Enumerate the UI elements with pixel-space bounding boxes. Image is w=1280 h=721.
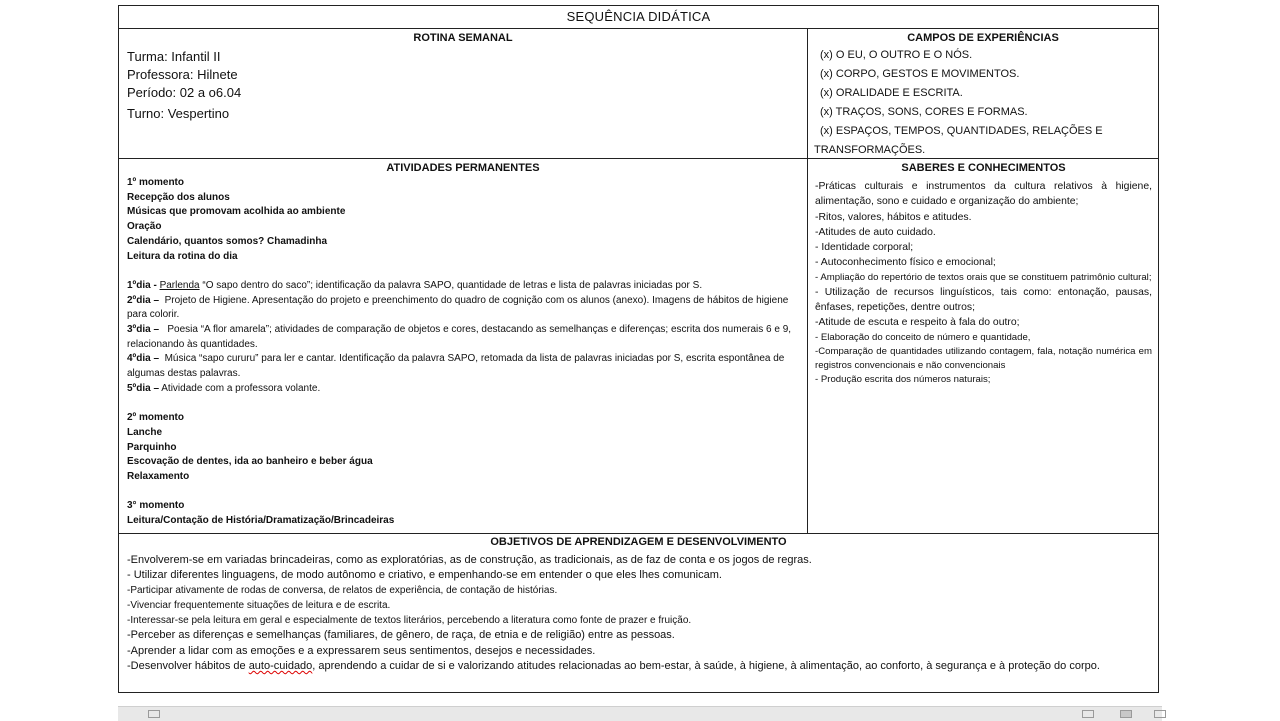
rotina-info (119, 48, 807, 123)
momento2-title: 2º momento (127, 412, 184, 424)
momento1-item: Músicas que promovam acolhida ao ambiente (127, 206, 346, 218)
campo-item: (x) ORALIDADE E ESCRITA. (820, 87, 963, 99)
saberes-heading: SABERES E CONHECIMENTOS (901, 162, 1066, 174)
saberes-list (815, 179, 1152, 387)
atividades-body (127, 176, 799, 529)
objetivo-item: -Vivenciar frequentemente situações de leitura e de escrita. (127, 600, 391, 612)
atividades-cell (119, 159, 807, 533)
objetivo-item: -Aprender a lidar com as emoções e a expressarem seus sentimentos, desejos e necessidades. (127, 644, 596, 657)
status-bar (118, 706, 1162, 721)
momento2-item: Lanche (127, 426, 163, 438)
day-label: 1ºdia - (127, 279, 157, 291)
momento1-item: Leitura da rotina do dia (127, 250, 238, 262)
rotina-heading: ROTINA SEMANAL (413, 32, 513, 44)
momento1-item: Oração (127, 221, 162, 233)
day-entry (127, 279, 799, 294)
rotina-cell (119, 29, 807, 158)
saber-item: - Autoconhecimento físico e emocional; (815, 257, 996, 269)
momento1-item: Recepção dos alunos (127, 191, 230, 203)
print-layout-icon[interactable] (1120, 710, 1132, 718)
campo-item: (x) O EU, O OUTRO E O NÓS. (820, 49, 973, 61)
day-entry (127, 294, 799, 323)
campo-item: TRANSFORMAÇÕES. (814, 144, 926, 156)
saber-item: - Identidade corporal; (815, 242, 914, 254)
saber-item: - Produção escrita dos números naturais; (815, 373, 991, 385)
campo-item: (x) TRAÇOS, SONS, CORES E FORMAS. (820, 106, 1028, 118)
turma-line: Turma: Infantil II (127, 49, 221, 64)
saber-item: -Comparação de quantidades utilizando contagem, fala, notação numérica em registros convencionais e não convencionais (815, 345, 1152, 371)
campo-item: (x) ESPAÇOS, TEMPOS, QUANTIDADES, RELAÇÕES E (820, 125, 1103, 137)
atividades-heading: ATIVIDADES PERMANENTES (386, 162, 540, 174)
day-label: 4ºdia – (127, 353, 160, 365)
day-text: Poesia “A flor amarela”; atividades de comparação de objetos e cores, destacando as semelhanças e diferenças; escrita dos numerais 6 e 9, relacionando às quantidades. (127, 324, 792, 350)
objetivo-item: -Perceber as diferenças e semelhanças (familiares, de gênero, de raça, de etnia e de religião) entre as pessoas. (127, 629, 675, 642)
day-text: Atividade com a professora volante. (161, 382, 321, 394)
web-layout-icon[interactable] (1154, 710, 1166, 718)
day-label: 2ºdia – (127, 294, 160, 306)
objetivo-item (127, 659, 1150, 674)
saberes-cell (808, 159, 1158, 533)
objetivos-cell (119, 534, 1158, 693)
momento2-item: Relaxamento (127, 471, 190, 483)
day-label: 5ºdia – (127, 382, 160, 394)
spellcheck-flagged-word[interactable]: auto-cuidado (248, 659, 313, 672)
saber-item: -Atitudes de auto cuidado. (815, 226, 936, 238)
day-label: 3ºdia – (127, 324, 160, 336)
parlenda-link: Parlenda (159, 279, 200, 291)
campos-heading: CAMPOS DE EXPERIÊNCIAS (907, 32, 1059, 44)
read-mode-icon[interactable] (1082, 710, 1094, 718)
objetivo-item: -Participar ativamente de rodas de conversa, de relatos de experiência, de contação de histórias. (127, 585, 558, 597)
day-entry (127, 352, 799, 381)
day-entry (127, 382, 799, 397)
saber-item: -Atitude de escuta e respeito à fala do outro; (815, 317, 1020, 329)
saber-item: - Utilização de recursos linguísticos, tais como: entonação, pausas, ênfases, repetições, dentre outros; (815, 286, 1152, 314)
objetivo-text: -Desenvolver hábitos de (127, 659, 249, 672)
saber-item: -Práticas culturais e instrumentos da cultura relativos à higiene, alimentação, sono e cuidado e organização do ambiente; (815, 181, 1152, 208)
objetivos-list (127, 553, 1150, 674)
objetivo-item: -Interessar-se pela leitura em geral e especialmente de textos literários, percebendo a literatura como fonte de prazer e fruição. (127, 615, 692, 627)
professora-line: Professora: Hilnete (127, 67, 238, 82)
saber-item: - Elaboração do conceito de número e quantidade, (815, 331, 1031, 343)
page-icon[interactable] (148, 710, 160, 718)
saber-item: - Ampliação do repertório de textos orais que se constituem patrimônio cultural; (815, 271, 1152, 283)
momento2-item: Escovação de dentes, ida ao banheiro e beber água (127, 456, 373, 468)
momento1-item: Calendário, quantos somos? Chamadinha (127, 235, 328, 247)
day-text: Música “sapo cururu” para ler e cantar. Identificação da palavra SAPO, retomada da lista de palavras iniciadas por S, escrita espontânea de algumas destas palavras. (127, 353, 785, 380)
momento3-item: Leitura/Contação de História/Dramatização/Brincadeiras (127, 515, 395, 527)
objetivo-item: -Envolverem-se em variadas brincadeiras, como as exploratórias, as de construção, as tradicionais, as de faz de conta e os jogos de regras. (127, 554, 812, 566)
document-page (118, 5, 1159, 693)
campos-list (808, 46, 1158, 158)
saber-item: -Ritos, valores, hábitos e atitudes. (815, 211, 972, 223)
momento1-title: 1º momento (127, 177, 184, 188)
day-text: Projeto de Higiene. Apresentação do projeto e preenchimento do quadro de cognição com os alunos (anexo). Imagens de hábitos de higiene para colorir. (127, 294, 789, 321)
objetivo-item: - Utilizar diferentes linguagens, de modo autônomo e criativo, e empenhando-se em entender o que eles lhes comunicam. (127, 569, 722, 582)
turno-line: Turno: Vespertino (127, 106, 230, 121)
objetivos-heading: OBJETIVOS DE APRENDIZAGEM E DESENVOLVIMENTO (490, 536, 787, 548)
day-text: “O sapo dentro do saco”; identificação da palavra SAPO, quantidade de letras e lista de palavras iniciadas por S. (199, 279, 703, 291)
momento2-item: Parquinho (127, 441, 177, 453)
campos-cell (808, 29, 1158, 158)
periodo-line: Período: 02 a o6.04 (127, 85, 242, 100)
objetivo-text: , aprendendo a cuidar de si e valorizando atitudes relacionadas ao bem-estar, à saúde, à higiene, à alimentação, ao conforto, à segurança e à proteção do corpo. (312, 659, 1100, 672)
document-title: SEQUÊNCIA DIDÁTICA (119, 6, 1158, 29)
campo-item: (x) CORPO, GESTOS E MOVIMENTOS. (820, 68, 1020, 80)
momento3-title: 3° momento (127, 500, 185, 512)
day-entry (127, 323, 799, 352)
